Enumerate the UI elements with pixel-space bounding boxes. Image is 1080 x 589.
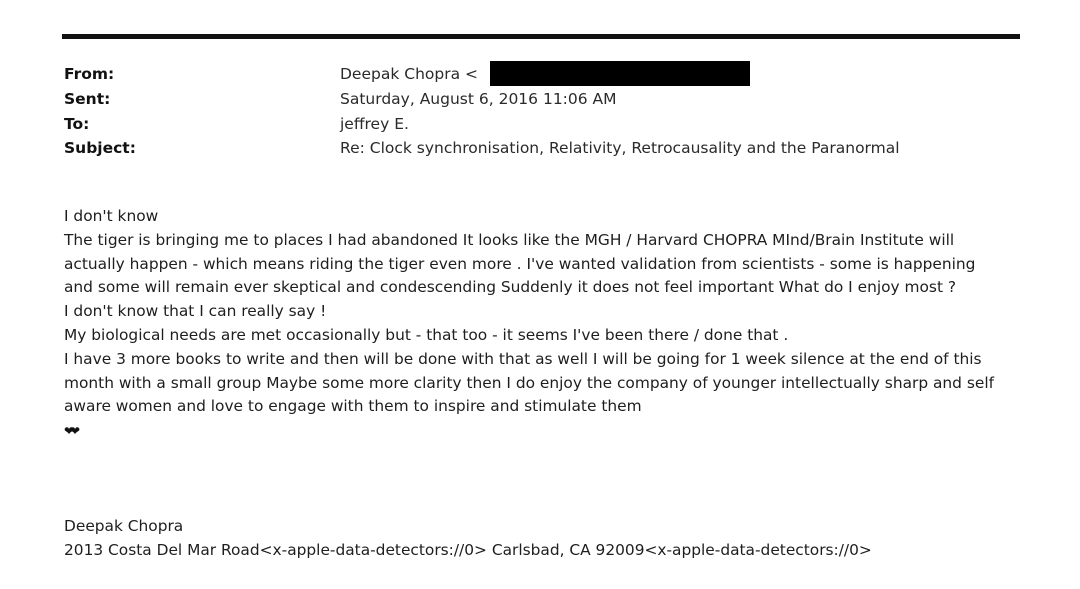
sender-name: Deepak Chopra < — [340, 65, 479, 84]
signature-block — [64, 514, 872, 562]
sent-label: Sent: — [64, 90, 111, 108]
signature-address: 2013 Costa Del Mar Road<x-apple-data-detectors://0> Carlsbad, CA 92009<x-apple-data-detectors://0> — [64, 541, 872, 559]
body-line: My biological needs are met occasionally but - that too - it seems I've been there / done that . — [64, 325, 789, 344]
body-line: The tiger is bringing me to places I had abandoned It looks like the MGH / Harvard CHOPRA MInd/Brain Institute will — [64, 230, 955, 249]
to-value: jeffrey E. — [340, 114, 409, 133]
to-row — [64, 112, 900, 137]
email-header — [64, 62, 900, 161]
body-line: actually happen - which means riding the tiger even more . I've wanted validation from scientists - some is happening — [64, 254, 976, 273]
body-line: I don't know that I can really say ! — [64, 302, 327, 321]
body-line: aware women and love to engage with them to inspire and stimulate them — [64, 397, 642, 416]
hearts-icon: ❤❤ — [64, 424, 77, 439]
to-label: To: — [64, 114, 90, 133]
subject-label: Subject: — [64, 139, 136, 157]
subject-row — [64, 136, 900, 161]
body-line: and some will remain ever skeptical and condescending Suddenly it does not feel important What do I enjoy most ? — [64, 278, 957, 297]
from-label: From: — [64, 65, 115, 83]
header-rule — [62, 34, 1020, 39]
from-value — [340, 62, 750, 87]
redaction-bar — [490, 61, 750, 86]
signature-name: Deepak Chopra — [64, 517, 184, 535]
subject-value: Re: Clock synchronisation, Relativity, Retrocausality and the Paranormal — [340, 139, 900, 157]
sent-row — [64, 87, 900, 112]
body-line: I don't know — [64, 207, 159, 225]
hearts-line — [64, 419, 1054, 443]
body-line: month with a small group Maybe some more clarity then I do enjoy the company of younger intellectually sharp and self — [64, 373, 995, 392]
sent-value: Saturday, August 6, 2016 11:06 AM — [340, 90, 617, 108]
body-line: I have 3 more books to write and then will be done with that as well I will be going for 1 week silence at the end of this — [64, 349, 982, 368]
email-body — [64, 205, 1054, 443]
from-row — [64, 62, 900, 87]
